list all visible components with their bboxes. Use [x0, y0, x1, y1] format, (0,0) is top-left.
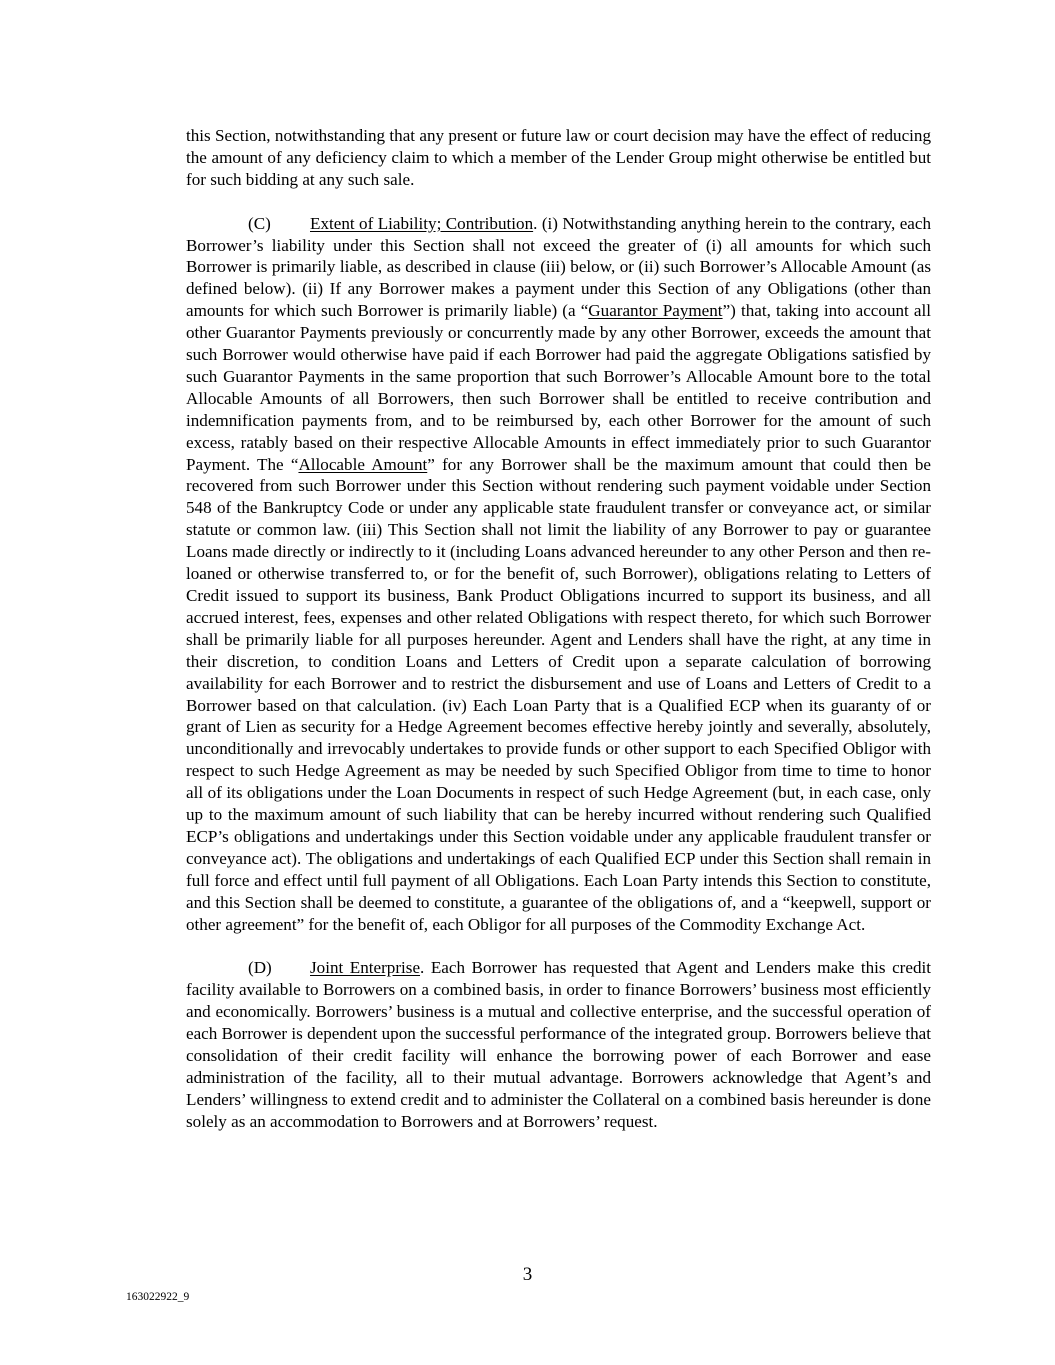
section-d-text-1: . Each Borrower has requested that Agent and Lenders make this credit facility available to Borrowers on a combined basis, in order to finance Borrowers’ business most efficiently and economically. Borrowers’ business is a mutual and collective enterprise, and the successful operation of each Borrower is dependent upon the successful performance of the integrated group. Borrowers believe that consolidation of their credit facility will enhance the borrowing power of each Borrower and ease administration of the facility, all to their mutual advantage. Borrowers acknowledge that Agent’s and Lenders’ willingness to extend credit and to administer the Collateral on a combined basis hereunder is done solely as an accommodation to Borrowers and at Borrowers’ request.: [186, 958, 931, 1131]
section-d-heading: Joint Enterprise: [310, 958, 421, 978]
section-d-number: (D): [248, 958, 272, 978]
section-c-heading: Extent of Liability; Contribution: [310, 213, 534, 233]
continuation-paragraph: this Section, notwithstanding that any present or future law or court decision may have the effect of reducing the amount of any deficiency claim to which a member of the Lender Group might otherwise be entitled but for such bidding at any such sale.: [186, 126, 931, 189]
section-c-text-2: ”) that, taking into account all other Guarantor Payments previously or concurrently made by any other Borrower, exceeds the amount that such Borrower would otherwise have paid if each Borrower had paid the aggregate Obligations satisfied by such Guarantor Payments in the same proportion that such Borrower’s Allocable Amount bore to the total Allocable Amounts of all Borrowers, then such Borrower shall be entitled to receive contribution and indemnification payments from, and to be reimbursed by, each other Borrower for the amount of such excess, ratably based on their respective Allocable Amounts in effect immediately prior to such Guarantor Payment. The “: [186, 301, 932, 474]
page-number: 3: [522, 1264, 533, 1285]
document-page: [186, 125, 931, 1133]
section-c-text-1: . (i) Notwithstanding anything herein to the contrary, each Borrower’s liability under this Section shall not exceed the greater of (i) all amounts for which such Borrower is primarily liable, as described in clause (iii) below, or (ii) such Borrower’s Allocable Amount (as defined below). (ii) If any Borrower makes a payment under this Section of any Obligations (other than amounts for which such Borrower is primarily liable) (a “: [186, 213, 931, 321]
defined-term-guarantor-payment: Guarantor Payment: [588, 301, 723, 321]
section-c-paragraph: [186, 213, 931, 936]
section-c-number: (C): [248, 213, 271, 233]
document-id: 163022922_9: [126, 1291, 190, 1303]
section-d-paragraph: [186, 957, 931, 1132]
defined-term-allocable-amount: Allocable Amount: [298, 454, 428, 474]
section-c-text-3: ” for any Borrower shall be the maximum amount that could then be recovered from such Borrower under this Section without rendering such payment voidable under Section 548 of the Bankruptcy Code or under any applicable state fraudulent transfer or conveyance act, or similar statute or common law. (iii) This Section shall not limit the liability of any Borrower to pay or guarantee Loans made directly or indirectly to it (including Loans advanced hereunder to any other Person and then re-loaned or otherwise transferred to, or for the benefit of, such Borrower), obligations relating to Letters of Credit issued to support its business, Bank Product Obligations incurred to support its business, and all accrued interest, fees, expenses and other related Obligations with respect thereto, for which such Borrower shall be primarily liable for all purposes hereunder. Agent and Lenders shall have the right, at any time in their discretion, to condition Loans and Letters of Credit upon a separate calculation of borrowing availability for each Borrower and to restrict the disbursement and use of Loans and Letters of Credit to a Borrower based on that calculation. (iv) Each Loan Party that is a Qualified ECP when its guaranty of or grant of Lien as security for a Hedge Agreement becomes effective hereby jointly and severally, absolutely, unconditionally and irrevocably undertakes to provide funds or other support to each Specified Obligor with respect to such Hedge Agreement as may be needed by such Specified Obligor from time to time to honor all of its obligations under the Loan Documents in respect of such Hedge Agreement (but, in each case, only up to the maximum amount of such liability that can be hereby incurred without rendering such Qualified ECP’s obligations and undertakings under this Section voidable under any applicable fraudulent transfer or conveyance act). The obligations and undertakings of each Qualified ECP under this Section shall remain in full force and effect until full payment of all Obligations. Each Loan Party intends this Section to constitute, and this Section shall be deemed to constitute, a guarantee of the obligations of, and a “keepwell, support or other agreement” for the benefit of, each Obligor for all purposes of the Commodity Exchange Act.: [186, 454, 931, 934]
